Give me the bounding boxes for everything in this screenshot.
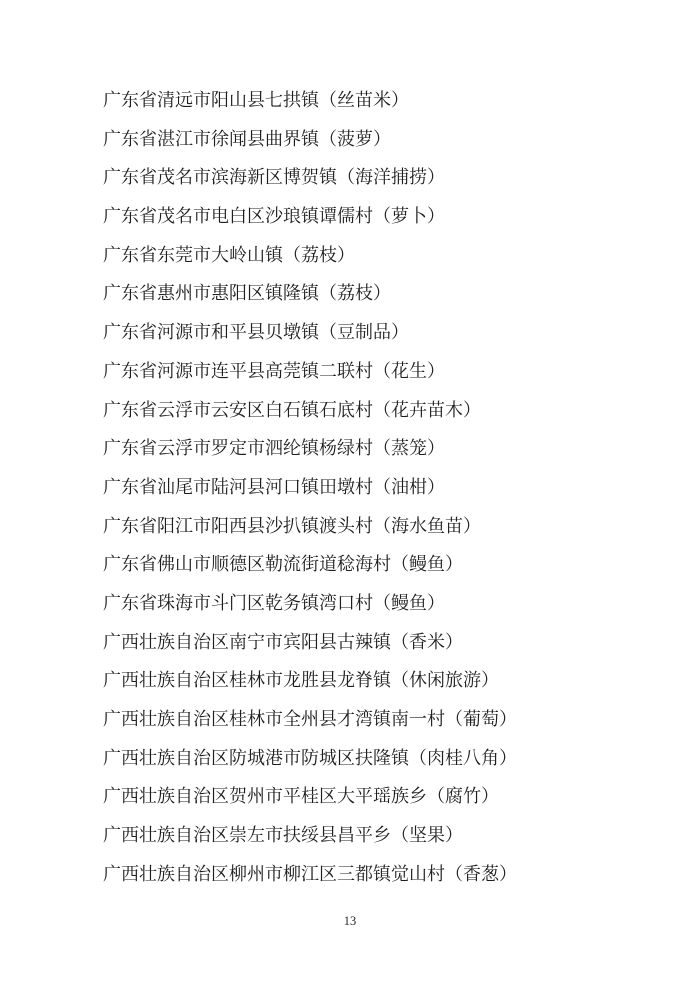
list-item: 广东省汕尾市陆河县河口镇田墩村（油柑） xyxy=(103,476,445,497)
list-item: 广东省东莞市大岭山镇（荔枝） xyxy=(103,244,355,265)
list-item: 广东省惠州市惠阳区镇隆镇（荔枝） xyxy=(103,283,391,304)
list-item: 广东省云浮市云安区白石镇石底村（花卉苗木） xyxy=(103,399,481,420)
list-item: 广西壮族自治区南宁市宾阳县古辣镇（香米） xyxy=(103,631,463,652)
list-item: 广东省湛江市徐闻县曲界镇（菠萝） xyxy=(103,128,391,149)
list-item: 广西壮族自治区崇左市扶绥县昌平乡（坚果） xyxy=(103,825,463,846)
list-item: 广东省珠海市斗门区乾务镇湾口村（鳗鱼） xyxy=(103,592,445,613)
list-item: 广东省阳江市阳西县沙扒镇渡头村（海水鱼苗） xyxy=(103,515,481,536)
list-item: 广西壮族自治区贺州市平桂区大平瑶族乡（腐竹） xyxy=(103,786,499,807)
list-item: 广东省云浮市罗定市泗纶镇杨绿村（蒸笼） xyxy=(103,438,445,459)
list-item: 广西壮族自治区防城港市防城区扶隆镇（肉桂八角） xyxy=(103,747,517,768)
list-item: 广西壮族自治区柳州市柳江区三都镇觉山村（香葱） xyxy=(103,863,517,884)
list-item: 广东省河源市和平县贝墩镇（豆制品） xyxy=(103,322,409,343)
list-item: 广东省河源市连平县高莞镇二联村（花生） xyxy=(103,360,445,381)
page-number: 13 xyxy=(343,914,357,928)
list-item: 广西壮族自治区桂林市全州县才湾镇南一村（葡萄） xyxy=(103,709,517,729)
list-item: 广东省茂名市电白区沙琅镇谭儒村（萝卜） xyxy=(103,206,445,227)
list-item: 广西壮族自治区桂林市龙胜县龙脊镇（休闲旅游） xyxy=(103,670,499,691)
list-item: 广东省茂名市滨海新区博贺镇（海洋捕捞） xyxy=(103,167,445,188)
list-item: 广东省清远市阳山县七拱镇（丝苗米） xyxy=(103,90,409,110)
list-item: 广东省佛山市顺德区勒流街道稔海村（鳗鱼） xyxy=(103,554,463,575)
entry-list xyxy=(103,81,670,893)
